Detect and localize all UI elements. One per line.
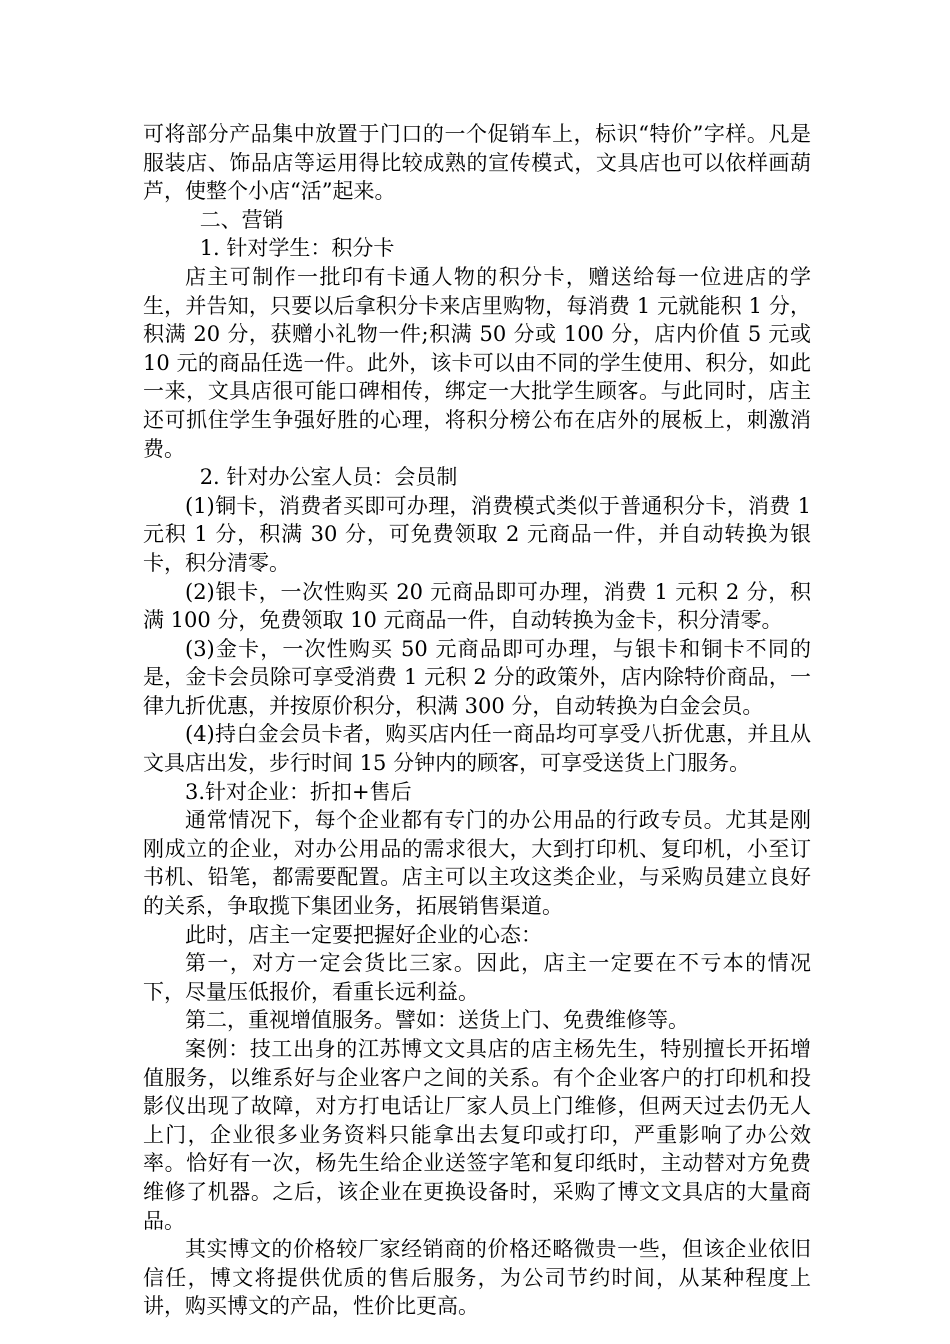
paragraph-promo-cart: 可将部分产品集中放置于门口的一个促销车上，标识“特价”字样。凡是服装店、饰品店等运用得比较成熟的宣传模式，文具店也可以依样画葫芦，使整个小店“活”起来。 <box>143 122 811 204</box>
paragraph-enterprise-mindset: 此时，店主一定要把握好企业的心态： <box>185 922 542 947</box>
subheading-enterprises: 3.针对企业：折扣+售后 <box>185 779 412 804</box>
paragraph-case-study: 案例：技工出身的江苏博文文具店的店主杨先生，特别擅长开拓增值服务，以维系好与企业客户之间的关系。有个企业客户的打印机和投影仪出现了故障，对方打电话让厂家人员上门维修，但两天过去仍无人上门，企业很多业务资料只能拿出去复印或打印，严重影响了办公效率。恰好有一次，杨先生给企业送签字笔和复印纸时，主动替对方免费维修了机器。之后，该企业在更换设备时，采购了博文文具店的大量商品。 <box>143 1037 811 1233</box>
paragraph-conclusion: 其实博文的价格较厂家经销商的价格还略微贵一些，但该企业依旧信任，博文将提供优质的售后服务，为公司节约时间，从某种程度上讲，购买博文的产品，性价比更高。 <box>143 1237 811 1319</box>
paragraph-point-two: 第二，重视增值服务。譬如：送货上门、免费维修等。 <box>185 1008 689 1033</box>
document-page <box>143 120 811 1321</box>
paragraph-enterprise-clients: 通常情况下，每个企业都有专门的办公用品的行政专员。尤其是刚刚成立的企业，对办公用品的需求很大，大到打印机、复印机，小至订书机、铅笔，都需要配置。店主可以主攻这类企业，与采购员建立良好的关系，争取揽下集团业务，拓展销售渠道。 <box>143 808 811 919</box>
heading-marketing: 二、营销 <box>199 207 284 232</box>
subheading-students: 1. 针对学生：积分卡 <box>199 236 395 261</box>
paragraph-bronze-card: (1)铜卡，消费者买即可办理，消费模式类似于普通积分卡，消费 1 元积 1 分，积满 30 分，可免费领取 2 元商品一件，并自动转换为银卡，积分清零。 <box>143 493 811 575</box>
paragraph-silver-card: (2)银卡，一次性购买 20 元商品即可办理，消费 1 元积 2 分，积满 100 分，免费领取 10 元商品一件，自动转换为金卡，积分清零。 <box>143 579 811 633</box>
subheading-office-staff: 2. 针对办公室人员：会员制 <box>199 465 458 490</box>
paragraph-platinum-card: (4)持白金会员卡者，购买店内任一商品均可享受八折优惠，并且从文具店出发，步行时间 15 分钟内的顾客，可享受送货上门服务。 <box>143 722 811 776</box>
paragraph-gold-card: (3)金卡，一次性购买 50 元商品即可办理，与银卡和铜卡不同的是，金卡会员除可享受消费 1 元积 2 分的政策外，店内除特价商品，一律九折优惠，并按原价积分，积满 300 分，自动转换为白金会员。 <box>143 636 811 718</box>
paragraph-point-one: 第一，对方一定会货比三家。因此，店主一定要在不亏本的情况下，尽量压低报价，看重长远利益。 <box>143 951 811 1004</box>
paragraph-points-card: 店主可制作一批印有卡通人物的积分卡，赠送给每一位进店的学生，并告知，只要以后拿积分卡来店里购物，每消费 1 元就能积 1 分，积满 20 分，获赠小礼物一件;积满 50 分或 100 分，店内价值 5 元或 10 元的商品任选一件。此外，该卡可以由不同的学生使用、积分，如此一来，文具店很可能口碑相传，绑定一大批学生顾客。与此同时，店主还可抓住学生争强好胜的心理，将积分榜公布在店外的展板上，刺激消费。 <box>143 264 811 461</box>
